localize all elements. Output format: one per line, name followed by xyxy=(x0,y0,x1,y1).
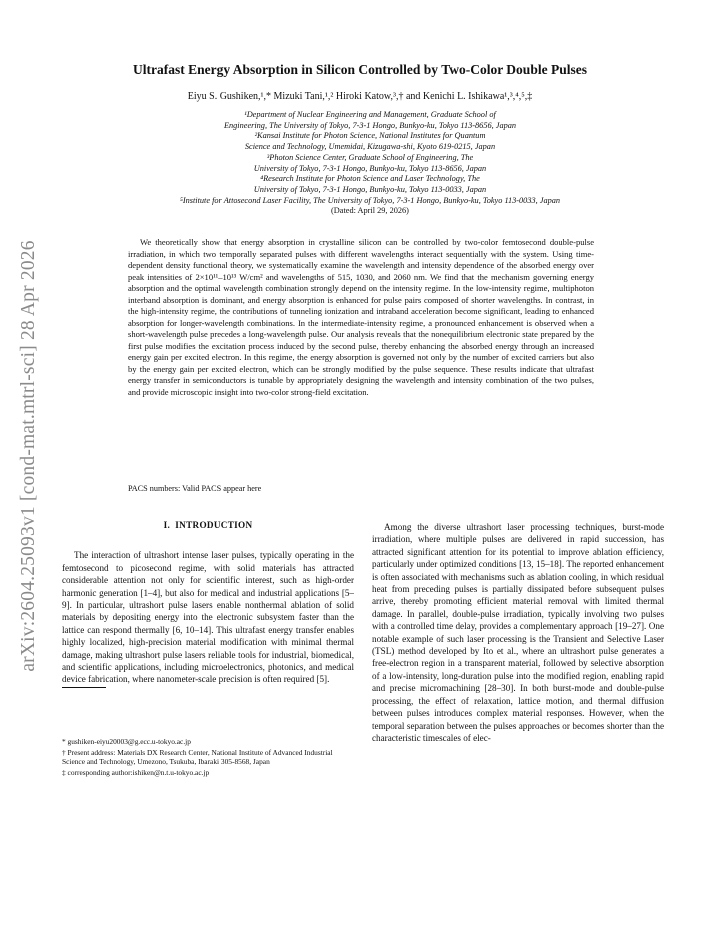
paper-title: Ultrafast Energy Absorption in Silicon Controlled by Two-Color Double Pulses xyxy=(133,62,587,77)
affiliation-line: ¹Department of Nuclear Engineering and Management, Graduate School of xyxy=(244,110,496,119)
footnote-email: * gushiken-eiyu20003@g.ecc.u-tokyo.ac.jp xyxy=(62,737,191,746)
footnotes xyxy=(62,737,354,778)
pacs-numbers: PACS numbers: Valid PACS appear here xyxy=(128,484,262,493)
footnote-rule xyxy=(62,687,106,688)
arxiv-identifier: arXiv:2604.25093v1 [cond-mat.mtrl-sci] 28 Apr 2026 xyxy=(18,240,39,672)
affiliation-line: Engineering, The University of Tokyo, 7-3-1 Hongo, Bunkyo-ku, Tokyo 113-8656, Japan xyxy=(223,120,517,130)
affiliation-line: ³Photon Science Center, Graduate School of Engineering, The xyxy=(266,152,474,162)
affiliation-line: University of Tokyo, 7-3-1 Hongo, Bunkyo-ku, Tokyo 113-0033, Japan xyxy=(253,184,487,194)
footnote-corresponding: ‡ corresponding author:ishiken@n.t.u-tokyo.ac.jp xyxy=(62,767,210,777)
date-line: (Dated: April 29, 2026) xyxy=(331,206,409,216)
footnote-present-address: † Present address: Materials DX Research Center, National Institute of Advanced Industrial Science and Technology, Umezono, Tsukuba, Ibaraki 305-8568, Japan xyxy=(62,747,333,767)
section-title: INTRODUCTION xyxy=(175,520,253,530)
intro-paragraph-2: Among the diverse ultrashort laser processing techniques, burst-mode irradiation, where multiple pulses are delivered in rapid succession, has attracted significant attention for its potential to improve ablation efficiency, particularly under optimized conditions [13, 15–18]. The reported enhancement is often associated with mechanisms such as ablation cooling, in which residual heat from preceding pulses is partially dissipated before subsequent pulses arrive, thereby promoting efficient material removal with limited thermal damage. In parallel, double-pulse irradiation, typically involving two pulses with a controlled time delay, provides a complementary approach [19–27]. One notable example of such laser processing is the Transient and Selective Laser (TSL) method developed by Ito et al., where an ultrashort pulse generates a free-electron region in a transparent material, followed by selective absorption of a low-intensity, long-duration pulse into the modified region, enabling rapid and precise micromachining [28–30]. In both burst-mode and double-pulse processing, the effect of relaxation, lattice motion, and thermal diffusion between pulses introduces complex material responses. However, when the temporal separation between the pulses approaches or becomes shorter than the characteristic timescales of elec- xyxy=(372,522,664,743)
intro-paragraph-1: The interaction of ultrashort intense laser pulses, typically operating in the femtosecond to picosecond regime, with solid materials has attracted considerable attention not only for scientific interest, such as high-order harmonic generation [1–4], but also for medical and industrial applications [5–9]. In particular, ultrashort pulse lasers enable nonthermal ablation of solid materials by depositing energy into the electronic subsystem faster than the lattice can respond thermally [6, 10–14]. This ultrafast energy transfer enables highly localized, high-precision material modification with minimal thermal damage, making ultrashort pulse lasers reliable tools for industrial, biomedical, and scientific applications, including microelectronics, photonics, and medical device fabrication, where nanometer-scale precision is often required [5]. xyxy=(62,550,354,685)
abstract: We theoretically show that energy absorption in crystalline silicon can be controlled by two-color femtosecond double-pulse irradiation, in which two temporally separated pulses with different wavelengths interact sequentially with the system. Using time-dependent density functional theory, we systematically examine the wavelength and intensity dependence of the absorbed energy over peak intensities of 2×10¹¹–10¹³ W/cm² and wavelengths of 515, 1030, and 2060 nm. We find that the mechanism governing energy absorption and the optimal wavelength combination strongly depend on the intensity regime. In the low-intensity regime, multiphoton interband absorption is dominant, and energy absorption is enhanced for pulse pairs composed of shorter wavelengths. In contrast, in the high-intensity regime, the contributions of tunneling ionization and intraband acceleration become significant, leading to enhanced absorption for longer-wavelength combinations. In the intermediate-intensity regime, a pronounced enhancement is observed when a short-wavelength pulse precedes a long-wavelength pulse. Our analysis reveals that the nonequilibrium electronic state prepared by the first pulse modifies the excitation process induced by the second pulse, thereby enhancing the absorbed energy through an increased energy gain per excited electron. In this regime, the energy absorption is governed not only by the number of excited carriers but also by the energy gain per excited electron, which can be strongly modified by the pulse sequence. These results indicate that ultrafast energy transfer in semiconductors is tunable by appropriately designing the wavelength and intensity combination of the two pulses, and provide microscopic insight into two-color strong-field excitation. xyxy=(128,237,594,397)
affiliation-line: University of Tokyo, 7-3-1 Hongo, Bunkyo-ku, Tokyo 113-8656, Japan xyxy=(253,163,487,173)
affiliation-line: Science and Technology, Umemidai, Kizugawa-shi, Kyoto 619-0215, Japan xyxy=(244,142,496,152)
affiliation-line: ⁵Institute for Attosecond Laser Facility, The University of Tokyo, 7-3-1 Hongo, Bunkyo-ku, Tokyo 113-0033, Japan xyxy=(179,195,561,205)
affiliations xyxy=(60,110,680,217)
affiliation-line: ²Kansai Institute for Photon Science, National Institutes for Quantum xyxy=(254,131,486,141)
right-column xyxy=(372,521,664,744)
arxiv-identifier-sidebar xyxy=(14,236,44,676)
section-number: I. xyxy=(163,520,171,530)
affiliation-line: ⁴Research Institute for Photon Science and Laser Technology, The xyxy=(260,174,480,184)
left-column xyxy=(62,516,354,686)
section-heading xyxy=(62,519,354,531)
author-list: Eiyu S. Gushiken,¹,* Mizuki Tani,¹,² Hiroki Katow,³,† and Kenichi L. Ishikawa¹,³,⁴,⁵,‡ xyxy=(187,91,533,102)
